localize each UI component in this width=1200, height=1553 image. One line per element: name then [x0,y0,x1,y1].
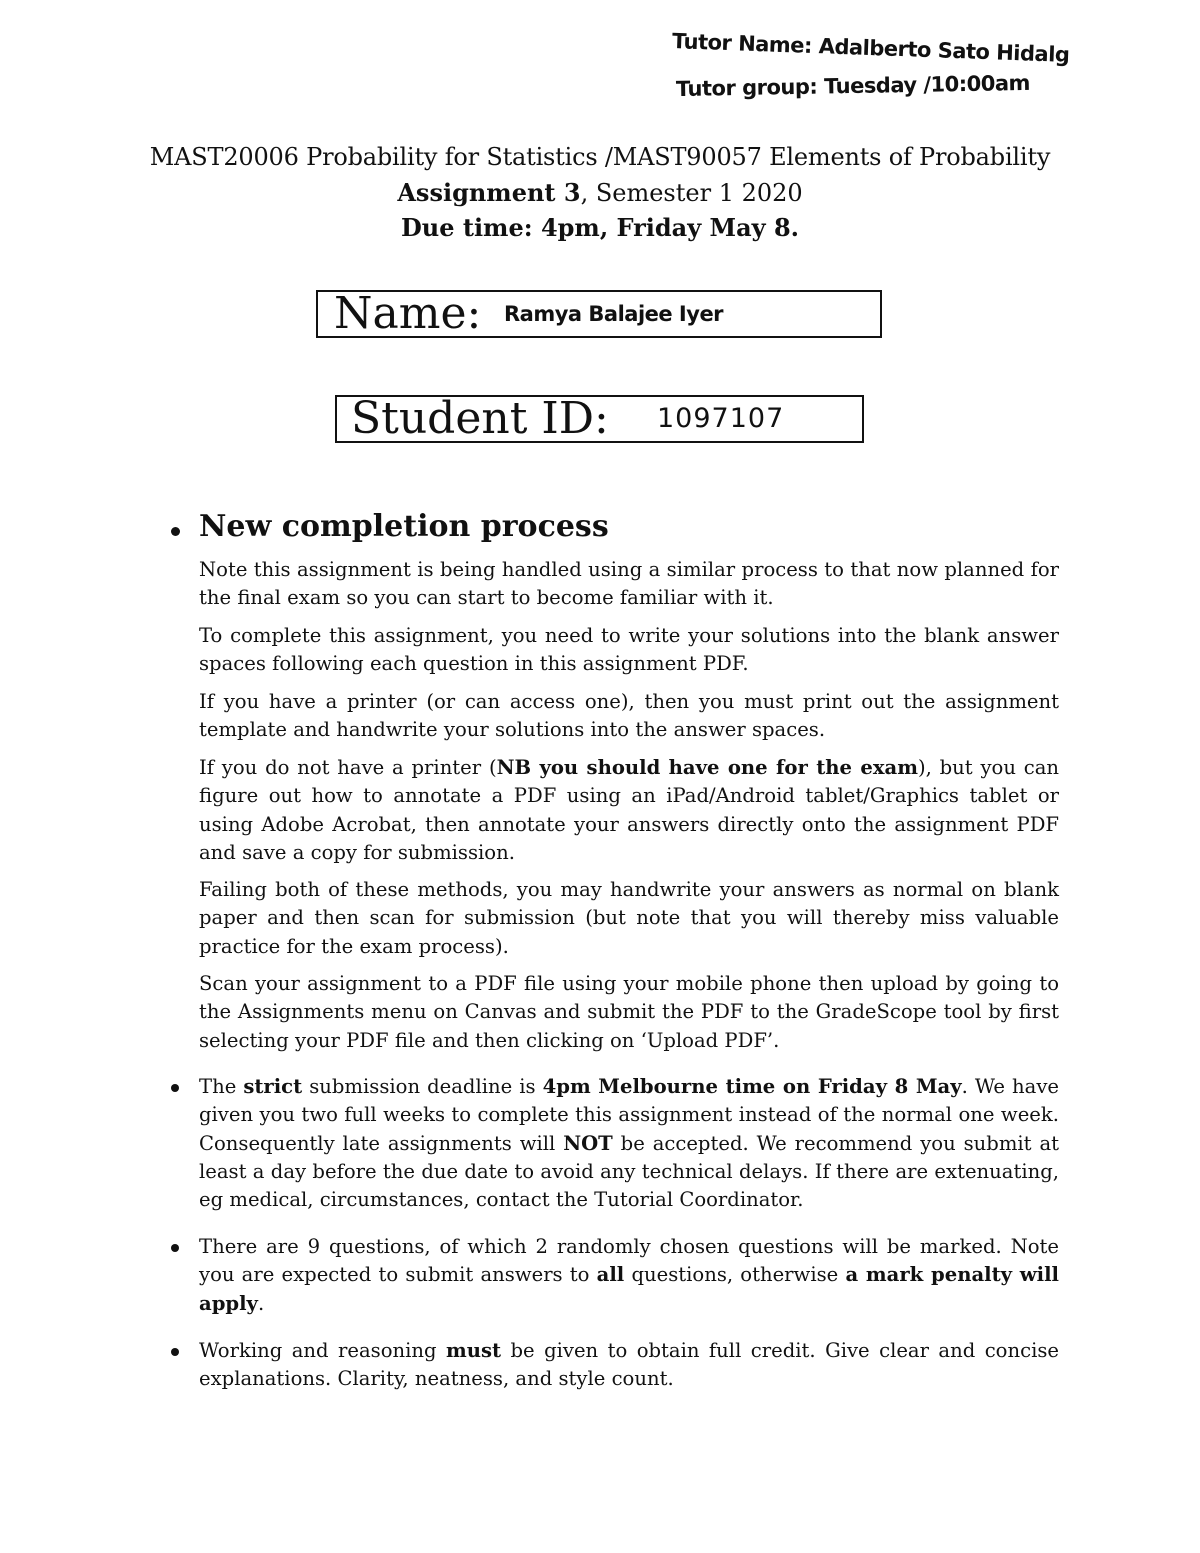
assignment-semester: , Semester 1 2020 [580,179,803,207]
assignment-number: Assignment 3 [397,178,581,207]
handwritten-student-id: 1097107 [657,403,785,434]
paragraph: To complete this assignment, you need to write your solutions into the blank answer spaces following each question in this assignment PDF. [199,624,1059,676]
paragraph [199,754,1059,867]
handwritten-tutor-name: Tutor Name: Adalberto Sato Hidalg [671,29,1070,67]
text-span: . [257,1291,265,1315]
text-span: submission deadline is [302,1075,543,1098]
student-id-box [335,395,864,443]
text-span: The [199,1075,244,1098]
bold-span: a mark penalty will apply [199,1263,1060,1315]
bullet-icon [171,1348,179,1356]
course-title: MAST20006 Probability for Statistics /MAST90057 Elements of Probability [149,143,1051,171]
text-span: . We have given you two full weeks to complete this assignment instead of the normal one week. Consequently late assignments will [199,1075,1060,1155]
paragraph: If you have a printer (or can access one), then you must print out the assignment template and handwrite your solutions into the answer spaces. [199,690,1059,742]
bold-span: must [445,1339,502,1362]
bullet-deadline [199,1073,1059,1214]
assignment-line [100,175,1100,211]
bullet-questions [199,1233,1059,1318]
text-span: be accepted. We recommend you submit at least a day before the due date to avoid any technical delays. If there are extenuating, eg medical, circumstances, contact the Tutorial Coordinator. [199,1131,1059,1212]
handwritten-student-name: Ramya Balajee Iyer [504,302,724,326]
bullet-working [199,1337,1059,1394]
bullet-icon [171,527,180,536]
paragraph: Scan your assignment to a PDF file using your mobile phone then upload by going to the Assignments menu on Canvas and submit the PDF to the GradeScope tool by first selecting your PDF file and then clicking on ‘Upload PDF’. [199,972,1059,1052]
bold-span: NOT [563,1131,613,1155]
bullet-icon [171,1084,179,1092]
text-span: Working and reasoning [199,1339,446,1362]
bold-span: all [596,1263,625,1287]
text-span: There are 9 questions, of which 2 randomly chosen questions will be marked. Note you are expected to submit answers to [199,1235,1059,1287]
paragraph: Failing both of these methods, you may handwrite your answers as normal on blank paper and then scan for submission (but note that you will thereby miss valuable practice for the exam process). [199,878,1059,958]
student-id-label: Student ID: [351,393,609,444]
due-time: Due time: 4pm, Friday May 8. [400,213,800,242]
bold-span: 4pm Melbourne time on Friday 8 May [542,1075,962,1098]
name-label: Name: [334,288,482,339]
section-title: New completion process [199,509,609,544]
name-box [316,290,882,338]
text-span: If you do not have a printer ( [199,756,497,779]
paragraph: Note this assignment is being handled using a similar process to that now planned for the final exam so you can start to become familiar with it. [199,558,1059,610]
handwritten-tutor-group: Tutor group: Tuesday /10:00am [675,70,1031,102]
text-span: be given to obtain full credit. Give clear and concise explanations. Clarity, neatness, and style count. [199,1339,1059,1391]
bold-span: strict [243,1075,303,1098]
bullet-icon [171,1244,179,1252]
text-span: questions, otherwise [624,1263,846,1287]
text-span: ), but you can figure out how to annotate a PDF using an iPad/Android tablet/Graphics tablet or using Adobe Acrobat, then annotate your answers directly onto the assignment PDF and save a copy for submission. [199,756,1060,864]
bold-span: NB you should have one for the exam [496,756,918,779]
